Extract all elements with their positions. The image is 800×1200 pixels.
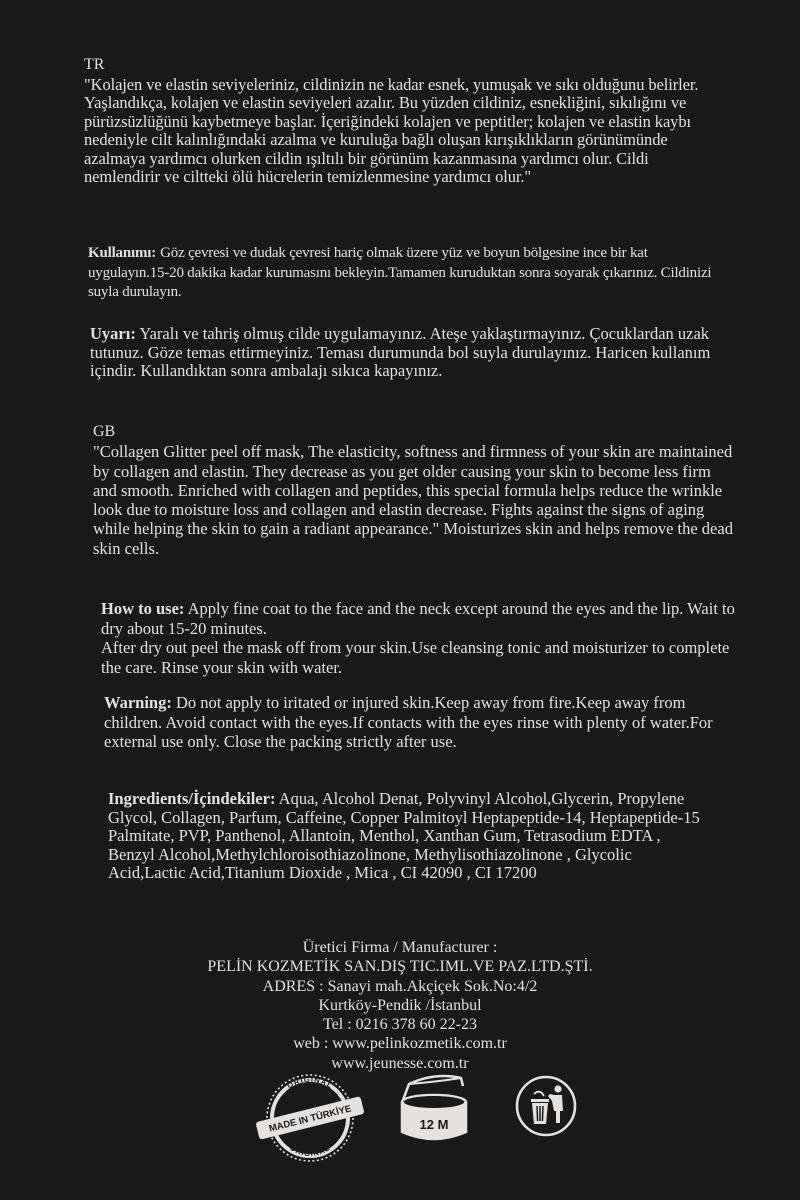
gb-howto-label: How to use:	[101, 599, 185, 618]
gb-warning-label: Warning:	[104, 693, 172, 712]
telephone: Tel : 0216 378 60 22-23	[323, 1016, 477, 1034]
gb-warning-text: Do not apply to iritated or injured skin.Keep away from fire.Keep away from children. Avoid contact with the eyes.If contacts with the eyes rinse with plenty of water.For external use only. Close the packing strictly after use.	[104, 693, 713, 751]
made-in-turkiye-seal-icon	[254, 1072, 366, 1164]
company-name: PELİN KOZMETİK SAN.DIŞ TIC.IML.VE PAZ.LTD.ŞTİ.	[207, 958, 593, 976]
turkish-warning	[90, 325, 730, 381]
tr-description-text: "Kolajen ve elastin seviyeleriniz, cildinizin ne kadar esnek, yumuşak ve sıkı olduğunu belirler. Yaşlandıkça, kolajen ve elastin seviyeleri azalır. Bu yüzden cildiniz, esnekliğini, sıkılığını ve pürüzsüzlüğünü kaybetmeye başlar. İçeriğindeki kolajen ve peptitler; kolajen ve elastin kaybı nedeniyle cilt kalınlığındaki azalma ve kuruluğa bağlı oluşan kırışıklıkların görünümünde azalmaya yardımcı olurken cildin ışıltılı bir görünüm kazanmasına yardımcı olur. Cildi nemlendirir ve ciltteki ölü hücrelerin temizlenmesine yardımcı olur."	[84, 74, 699, 186]
gb-description-text: "Collagen Glitter peel off mask, The elasticity, softness and firmness of your skin are maintained by collagen and elastin. They decrease as you get older causing your skin to become less firm and smooth. Enriched with collagen and peptides, this special formula helps reduce the wrinkle look due to moisture loss and collagen and elastin decrease. Fights against the signs of aging while helping the skin to gain a radiant appearance." Moisturizes skin and helps remove the dead skin cells.	[93, 442, 733, 558]
seal-top-text: ORIGINAL	[285, 1074, 335, 1091]
english-how-to-use	[101, 599, 741, 677]
gb-howto-text-2: After dry out peel the mask off from your skin.Use cleansing tonic and moisturizer to complete the care. Rinse your skin with water.	[101, 638, 730, 677]
open-jar-12m-icon	[397, 1072, 471, 1144]
website-1: web : www.pelinkozmetik.com.tr	[293, 1035, 507, 1053]
english-description	[93, 422, 733, 558]
recycle-bin-person-icon	[514, 1072, 578, 1142]
turkish-usage	[88, 243, 728, 302]
manufacturer-info	[120, 938, 680, 1073]
seal-middle-text: MADE IN TÜRKİYE	[267, 1103, 353, 1135]
gb-howto-text: Apply fine coat to the face and the neck except around the eyes and the lip. Wait to dry about 15-20 minutes.	[101, 599, 735, 638]
address-line-2: Kurtköy-Pendik /İstanbul	[318, 996, 482, 1014]
lang-tr-heading: TR	[84, 56, 105, 73]
english-warning	[104, 693, 744, 752]
seal-bottom-text: ORIGINAL	[288, 1143, 332, 1159]
tr-warning-label: Uyarı:	[90, 324, 136, 343]
ingredients-label: Ingredients/İçindekiler:	[108, 789, 276, 808]
ingredients	[108, 790, 708, 883]
svg-text:ORIGINAL	[285, 1075, 334, 1090]
turkish-description	[84, 56, 724, 187]
manufacturer-heading: Üretici Firma / Manufacturer :	[302, 939, 498, 956]
website-2: www.jeunesse.com.tr	[331, 1054, 469, 1072]
icon-row	[0, 1072, 800, 1182]
tr-usage-text: Göz çevresi ve dudak çevresi hariç olmak üzere yüz ve boyun bölgesine ince bir kat uygulayın.15-20 dakika kadar kurumasını bekleyin.Tamamen kuruduktan sonra soyarak çıkarınız. Cildinizi suyla durulayın.	[88, 245, 712, 300]
lang-gb-heading: GB	[93, 423, 116, 440]
tr-warning-text: Yaralı ve tahriş olmuş cilde uygulamayınız. Ateşe yaklaştırmayınız. Çocuklardan uzak tutunuz. Göze temas ettirmeyiniz. Teması durumunda bol suyla durulayınız. Haricen kullanım içindir. Kullandıktan sonra ambalajı sıkıca kapayınız.	[90, 324, 711, 380]
tr-usage-label: Kullanımı:	[88, 245, 157, 261]
ingredients-text: Aqua, Alcohol Denat, Polyvinyl Alcohol,Glycerin, Propylene Glycol, Collagen, Parfum, Caffeine, Copper Palmitoyl Heptapeptide-14, Heptapeptide-15 Palmitate, PVP, Panthenol, Allantoin, Menthol, Xanthan Gum, Tetrasodium EDTA , Benzyl Alcohol,Methylchloroisothiazolinone, Methylisothiazolinone , Glycolic Acid,Lactic Acid,Titanium Dioxide , Mica , CI 42090 , CI 17200	[108, 789, 700, 882]
pao-label: 12 M	[419, 1117, 449, 1132]
address-line-1: ADRES : Sanayi mah.Akçiçek Sok.No:4/2	[262, 977, 538, 995]
svg-text:ORIGINAL	[288, 1143, 332, 1158]
